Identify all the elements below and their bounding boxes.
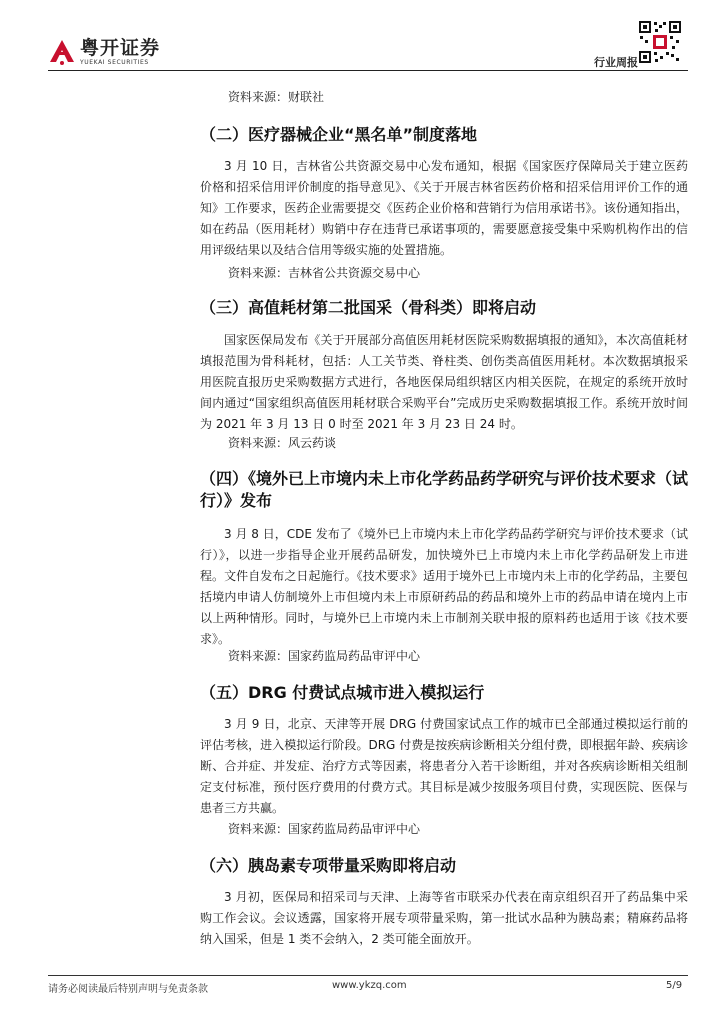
header-divider	[48, 70, 688, 71]
footer-disclaimer: 请务必阅读最后特别声明与免责条款	[48, 984, 208, 995]
footer-website-link[interactable]: www.ykzq.com	[332, 980, 407, 991]
qr-code-icon	[638, 20, 682, 64]
section-paragraph: 3 月 10 日，吉林省公共资源交易中心发布通知，根据《国家医疗保障局关于建立医药价格和招采信用评价制度的指导意见》、《关于开展吉林省医药价格和招采信用评价工作的通知》工作要求，医药企业需要提交《医药企业价格和营销行为信用承诺书》。该份通知指出，如在药品（医用耗材）购销中存在违背已承诺事项的，需要愿意接受集中采购机构作出的信用评级结果以及结合信用等级实施的处置措施。	[200, 159, 688, 257]
page-number: 5/9	[666, 980, 683, 991]
source-note: 资料来源：风云药谈	[228, 436, 337, 450]
section-paragraph: 3 月初，医保局和招采司与天津、上海等省市联采办代表在南京组织召开了药品集中采购工作会议。会议透露，国家将开展专项带量采购，第一批试水品种为胰岛素；精麻药品将纳入国采，但是 1 类不会纳入，2 类可能全面放开。	[200, 890, 688, 946]
section-paragraph: 3 月 8 日，CDE 发布了《境外已上市境内未上市化学药品药学研究与评价技术要求（试行）》，以进一步指导企业开展药品研发，加快境外已上市境内未上市化学药品研发上市进程。文件自发布之日起施行。《技术要求》适用于境外已上市境内未上市的化学药品，主要包括境内申请人仿制境外上市但境内未上市原研药品的药品和境外上市的药品申请在境内上市以上两种情形。同时，与境外已上市境内未上市制剂关联申报的原料药也适用于该《技术要求》。	[200, 527, 688, 646]
page-header	[0, 0, 724, 80]
source-note: 资料来源：国家药监局药品审评中心	[228, 649, 421, 663]
logo-chinese-name: 粤开证券	[80, 36, 161, 59]
section-heading: （四）《境外已上市境内未上市化学药品药学研究与评价技术要求（试行）》发布	[200, 469, 689, 510]
company-logo	[48, 38, 160, 66]
section-paragraph: 3 月 9 日，北京、天津等开展 DRG 付费国家试点工作的城市已全部通过模拟运行前的评估考核，进入模拟运行阶段。DRG 付费是按疾病诊断相关分组付费，即根据年龄、疾病诊断、合并症、并发症、治疗方式等因素，将患者分入若干诊断组，并对各疾病诊断相关组制定支付标准，预付医疗费用的付费方式。其目标是减少按服务项目付费，实现医院、医保与患者三方共赢。	[200, 717, 688, 815]
section-heading: （五）DRG 付费试点城市进入模拟运行	[200, 683, 485, 702]
section-heading: （六）胰岛素专项带量采购即将启动	[200, 856, 457, 875]
section-heading: （三）高值耗材第二批国采（骨科类）即将启动	[200, 298, 537, 317]
footer-divider	[48, 975, 688, 976]
logo-english-name: YUEKAI SECURITIES	[80, 58, 149, 66]
yuekai-logo-icon	[48, 38, 76, 66]
section-paragraph: 国家医保局发布《关于开展部分高值医用耗材医院采购数据填报的通知》，本次高值耗材填报范围为骨科耗材，包括：人工关节类、脊柱类、创伤类高值医用耗材。本次数据填报采用医院直报历史采购数据方式进行，各地医保局组织辖区内相关医院，在规定的系统开放时间内通过“国家组织高值医用耗材联合采购平台”完成历史采购数据填报工作。系统开放时间为 2021 年 3 月 13 日 0 时至 2021 年 3 月 23 日 24 时。	[200, 333, 688, 431]
source-note: 资料来源：国家药监局药品审评中心	[228, 822, 421, 836]
section-heading: （二）医疗器械企业“黑名单”制度落地	[200, 125, 478, 144]
source-note: 资料来源：吉林省公共资源交易中心	[228, 266, 421, 280]
source-note: 资料来源：财联社	[228, 90, 325, 104]
report-type-label: 行业周报	[594, 56, 638, 69]
